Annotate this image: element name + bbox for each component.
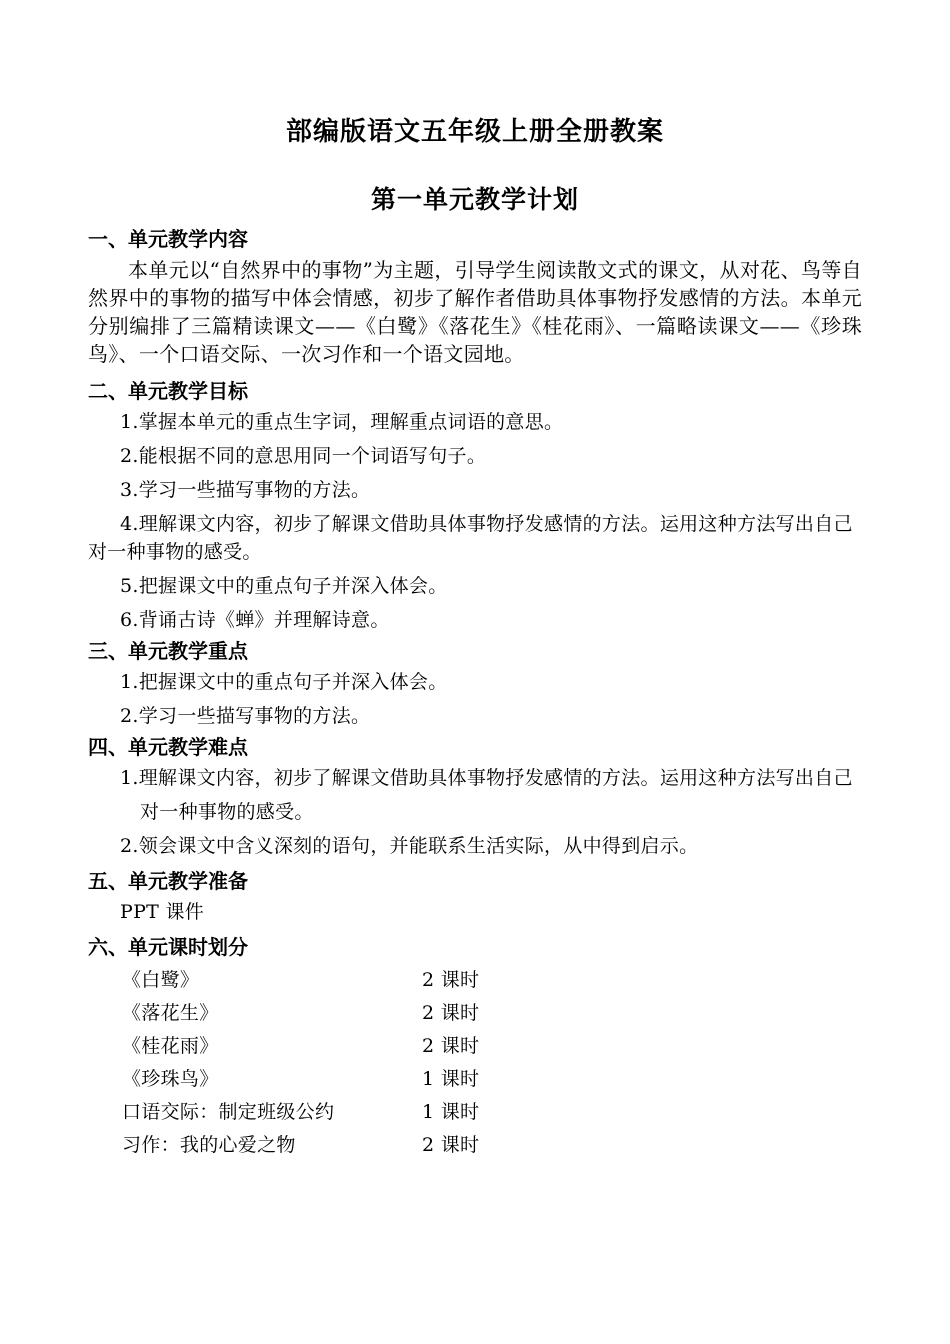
section-heading-goals: 二、单元教学目标 <box>88 379 248 403</box>
schedule-hours: 2 课时 <box>422 969 480 991</box>
schedule-hours: 2 课时 <box>422 1035 480 1057</box>
schedule-hours: 2 课时 <box>422 1002 480 1024</box>
schedule-lesson: 口语交际：制定班级公约 <box>122 1101 335 1123</box>
preparation-text: PPT 课件 <box>120 901 205 923</box>
unit-title: 第一单元教学计划 <box>370 185 579 214</box>
document-body <box>88 222 862 1162</box>
schedule-lesson: 《桂花雨》 <box>122 1035 219 1057</box>
schedule-lesson: 习作：我的心爱之物 <box>122 1134 296 1156</box>
schedule-table <box>88 964 862 1162</box>
schedule-hours: 1 课时 <box>422 1068 480 1090</box>
schedule-row <box>88 1129 862 1162</box>
schedule-lesson: 《白鹭》 <box>122 969 200 991</box>
schedule-lesson: 《落花生》 <box>122 1002 219 1024</box>
difficulty-item-continuation: 对一种事物的感受。 <box>140 801 314 823</box>
schedule-row <box>88 964 862 997</box>
goal-item: 1.掌握本单元的重点生字词，理解重点词语的意思。 <box>120 411 564 433</box>
goal-item: 6.背诵古诗《蝉》并理解诗意。 <box>120 609 390 631</box>
section-heading-difficulties: 四、单元教学难点 <box>88 735 248 759</box>
schedule-row <box>88 1096 862 1129</box>
document-title: 部编版语文五年级上册全册教案 <box>285 117 664 147</box>
section-heading-content: 一、单元教学内容 <box>88 227 248 251</box>
section-heading-key-points: 三、单元教学重点 <box>88 639 248 663</box>
key-point-item: 2.学习一些描写事物的方法。 <box>120 705 371 727</box>
schedule-row <box>88 997 862 1030</box>
content-paragraph: 本单元以“自然界中的事物”为主题，引导学生阅读散文式的课文，从对花、鸟等自然界中的事物的描写中体会情感，初步了解作者借助具体事物抒发感情的方法。本单元分别编排了三篇精读课文——《白鹭》《落花生》《桂花雨》、一篇略读课文——《珍珠鸟》、一个口语交际、一次习作和一个语文园地。 <box>88 258 862 366</box>
section-heading-schedule: 六、单元课时划分 <box>88 935 248 959</box>
schedule-hours: 1 课时 <box>422 1101 480 1123</box>
schedule-row <box>88 1063 862 1096</box>
section-heading-preparation: 五、单元教学准备 <box>88 869 248 893</box>
difficulty-item: 1.理解课文内容，初步了解课文借助具体事物抒发感情的方法。运用这种方法写出自己 <box>120 767 853 789</box>
schedule-row <box>88 1030 862 1063</box>
goal-item: 3.学习一些描写事物的方法。 <box>120 479 371 501</box>
difficulty-item: 2.领会课文中含义深刻的语句，并能联系生活实际，从中得到启示。 <box>120 835 699 857</box>
goal-item: 2.能根据不同的意思用同一个词语写句子。 <box>120 445 487 467</box>
goal-item: 5.把握课文中的重点句子并深入体会。 <box>120 575 448 597</box>
schedule-hours: 2 课时 <box>422 1134 480 1156</box>
key-point-item: 1.把握课文中的重点句子并深入体会。 <box>120 671 448 693</box>
goal-item: 4.理解课文内容，初步了解课文借助具体事物抒发感情的方法。运用这种方法写出自己对一种事物的感受。 <box>88 513 853 563</box>
schedule-lesson: 《珍珠鸟》 <box>122 1068 219 1090</box>
